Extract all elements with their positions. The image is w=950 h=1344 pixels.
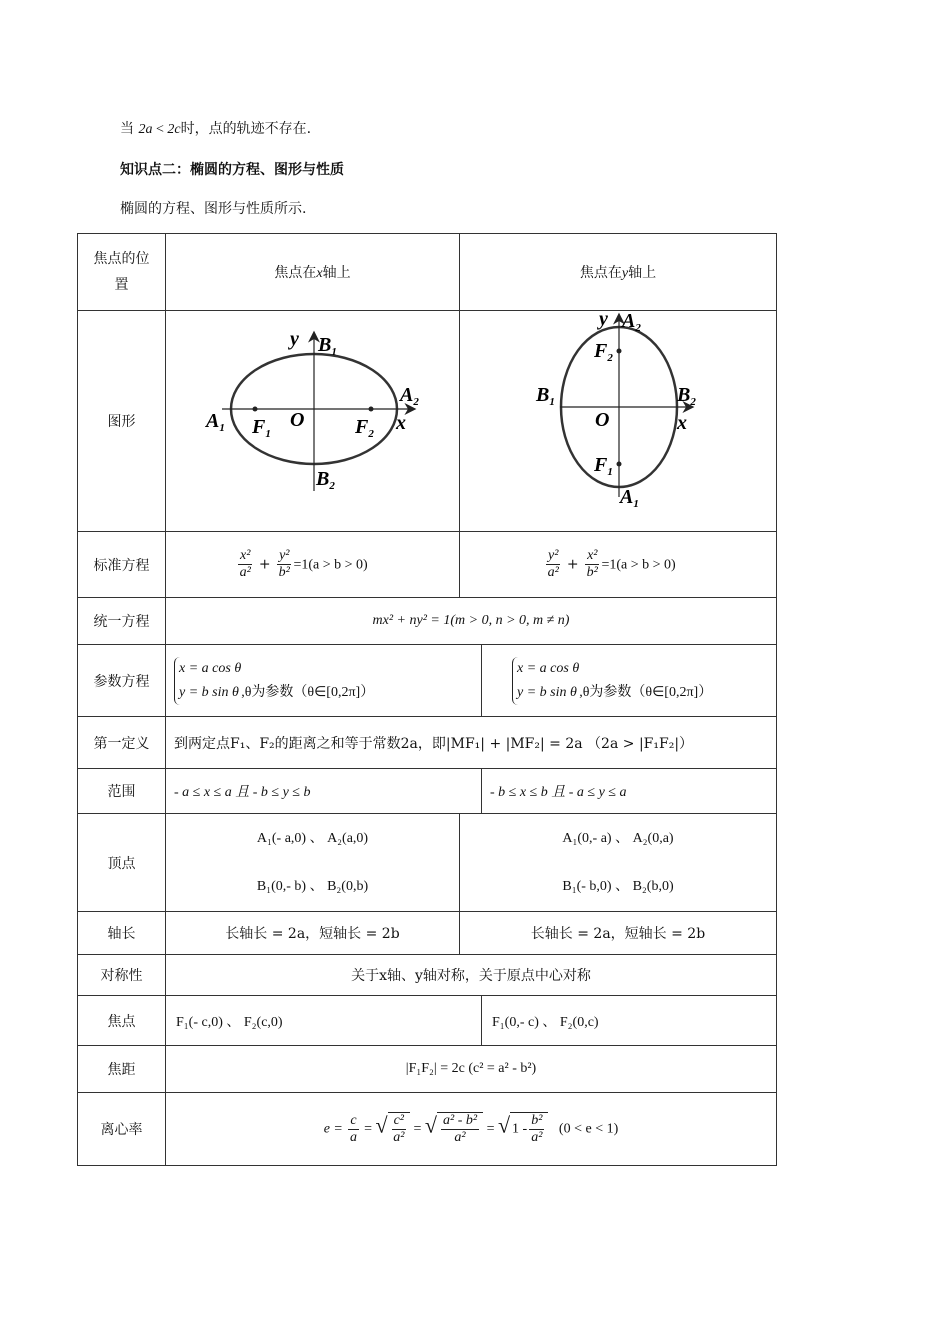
label-a1: $A_1$ [206, 410, 225, 434]
frac-a2b2-a2 [441, 1113, 479, 1146]
vertices-y [460, 814, 777, 912]
label-parametric-equation: 参数方程 [78, 645, 166, 717]
frac-num: y² [548, 548, 559, 563]
row-figure [78, 311, 777, 532]
label-axis-length: 轴长 [78, 912, 166, 955]
frac-den: a² [393, 1130, 405, 1145]
header-y-prefix: 焦点在 [579, 265, 622, 281]
unified-eq: mx² + ny² = 1(m > 0, n > 0, m ≠ n) [166, 598, 777, 645]
vertices-a: A₁(0,- a) 、 A₂(0,a) [562, 830, 674, 846]
intro-line-1-prefix: 当 [120, 121, 134, 137]
label-vertices: 顶点 [78, 814, 166, 912]
label-b1: $B_1$ [536, 384, 555, 408]
row-parametric-equation [78, 645, 777, 717]
row-eccentricity [78, 1093, 777, 1166]
row-axis-length [78, 912, 777, 955]
focus-y: F₁(0,- c) 、 F₂(0,c) [482, 996, 777, 1046]
vertices-b: B₁(0,- b) 、 B₂(0,b) [256, 878, 369, 894]
frac-num: b² [531, 1113, 543, 1128]
label-focal-distance: 焦距 [78, 1046, 166, 1093]
param-line-1: x = a cos θ [517, 660, 580, 676]
standard-eq-y: $\frac{\text{y²}}{\text{a²}}$ + $\frac{\text{x²}}{\text{b²}}$ =1(a > b > 0) [460, 532, 777, 598]
focus-f2-point [617, 349, 622, 354]
range-y: - b ≤ x ≤ b 且 - a ≤ y ≤ a [482, 769, 777, 814]
label-standard-equation: 标准方程 [78, 532, 166, 598]
ellipse-table [77, 233, 777, 1166]
figure-vertical-ellipse [460, 311, 777, 532]
row-standard-equation [78, 532, 777, 598]
horizontal-ellipse-diagram [166, 311, 460, 527]
focus-f1-point [253, 407, 258, 412]
label-unified-equation: 统一方程 [78, 598, 166, 645]
focus-f2-point [369, 407, 374, 412]
axis-length-y: 长轴长 = 2a，短轴长 = 2b [460, 912, 777, 955]
intro-line-2: 椭圆的方程、图形与性质所示. [120, 201, 307, 217]
rhs: =1(a > b > 0) [601, 557, 676, 573]
param-eq-y [482, 645, 777, 717]
section-heading: 知识点二：椭圆的方程、图形与性质 [120, 162, 344, 178]
frac-den: a² [531, 1130, 543, 1145]
frac-num: a² - b² [443, 1113, 478, 1128]
label-b2: $B_2$ [677, 384, 696, 408]
header-x-axis [166, 234, 460, 311]
label-symmetry: 对称性 [78, 955, 166, 996]
frac-num: x² [240, 548, 251, 563]
frac-2 [277, 548, 291, 581]
header-y-suffix: 轴上 [628, 265, 657, 281]
frac-c-a [348, 1113, 358, 1146]
label-b2: $B_2$ [316, 468, 335, 492]
param-line-1: x = a cos θ [179, 660, 242, 676]
label-focus-position [78, 234, 166, 311]
header-x-suffix: 轴上 [322, 265, 351, 281]
param-line-2: y = b sin θ [179, 684, 239, 700]
frac-1 [238, 548, 252, 581]
intro-line-1-suffix: 时，点的轨迹不存在. [180, 121, 312, 137]
label-a2: $A_2$ [622, 311, 641, 334]
label-x: x [677, 412, 687, 434]
label-f2: $F_2$ [594, 340, 613, 364]
rhs: =1(a > b > 0) [293, 557, 368, 573]
label-a2: $A_2$ [400, 384, 419, 408]
label-f2: $F_2$ [355, 416, 374, 440]
sqrt-3-prefix: 1 - [512, 1121, 528, 1137]
frac-den: a [350, 1130, 357, 1145]
label-y: y [290, 328, 299, 350]
cond-2c: 2c [167, 122, 181, 137]
label-figure: 图形 [78, 311, 166, 532]
label-origin: O [595, 409, 610, 431]
frac-b2-a2 [529, 1113, 544, 1146]
sqrt-1 [388, 1112, 410, 1146]
label-x: x [396, 412, 406, 434]
label-a1: $A_1$ [620, 486, 639, 510]
param-eq-x [166, 645, 482, 717]
row-vertices [78, 814, 777, 912]
param-brace [512, 657, 579, 705]
frac-num: x² [587, 548, 598, 563]
label-origin: O [290, 409, 305, 431]
symmetry-text: 关于x轴、y轴对称，关于原点中心对称 [166, 955, 777, 996]
row-range [78, 769, 777, 814]
label-focus-position-line2: 置 [114, 277, 129, 293]
vertical-ellipse-diagram [460, 311, 776, 527]
sqrt-3 [510, 1112, 548, 1146]
frac-den: b² [278, 565, 290, 580]
param-brace [174, 657, 241, 705]
header-x-var: x [316, 266, 323, 281]
intro-line-1 [120, 118, 311, 138]
focus-x: F₁(- c,0) 、 F₂(c,0) [166, 996, 482, 1046]
frac-den: b² [586, 565, 598, 580]
label-focus-position-line1: 焦点的位 [93, 251, 150, 267]
label-focus: 焦点 [78, 996, 166, 1046]
frac-num: c [350, 1113, 357, 1128]
header-x-prefix: 焦点在 [274, 265, 317, 281]
label-eccentricity: 离心率 [78, 1093, 166, 1166]
sqrt-2 [437, 1112, 483, 1146]
ecc-range: (0 < e < 1) [558, 1121, 619, 1137]
param-line-2: y = b sin θ [517, 684, 577, 700]
header-y-var: y [621, 266, 629, 281]
focus-f1-point [617, 462, 622, 467]
eccentricity-formula: e = $\frac{c}{a}$ = √ $\frac{\text{c²}}{\text{a²}}$ = √ $\frac{\text{a² - b²}}{\text{a²}}$ = √ 1 - $\frac{\text{b²}}{\text{a²}}$ (0 < e < 1) [166, 1093, 777, 1166]
row-symmetry [78, 955, 777, 996]
figure-horizontal-ellipse [166, 311, 460, 532]
row-focal-distance [78, 1046, 777, 1093]
frac-den: a² [239, 565, 251, 580]
frac-den: a² [547, 565, 559, 580]
label-y: y [599, 311, 608, 330]
param-tail: ,θ为参数（θ∈[0,2π]） [579, 684, 713, 700]
range-x: - a ≤ x ≤ a 且 - b ≤ y ≤ b [166, 769, 482, 814]
label-f1: $F_1$ [252, 416, 271, 440]
vertices-a: A₁(- a,0) 、 A₂(a,0) [256, 830, 369, 846]
frac-2 [585, 548, 599, 581]
frac-1 [546, 548, 560, 581]
row-header [78, 234, 777, 311]
label-f1: $F_1$ [594, 454, 613, 478]
frac-num: y² [279, 548, 290, 563]
cond-lt: < [152, 122, 168, 137]
vertices-b: B₁(- b,0) 、 B₂(b,0) [562, 878, 674, 894]
cond-2a: 2a [138, 122, 153, 137]
ecc-e: e = [323, 1121, 343, 1137]
frac-den: a² [454, 1130, 466, 1145]
label-range: 范围 [78, 769, 166, 814]
first-definition-text: 到两定点F₁、F₂的距离之和等于常数2a，即|MF₁| + |MF₂| = 2a （2a > |F₁F₂|） [166, 717, 777, 769]
row-first-definition [78, 717, 777, 769]
param-tail: ,θ为参数（θ∈[0,2π]） [241, 684, 375, 700]
label-b1: $B_1$ [318, 334, 337, 358]
axis-length-x: 长轴长 = 2a，短轴长 = 2b [166, 912, 460, 955]
label-first-definition: 第一定义 [78, 717, 166, 769]
row-unified-equation [78, 598, 777, 645]
header-y-axis [460, 234, 777, 311]
standard-eq-x: $\frac{\text{x²}}{\text{a²}}$ + $\frac{\text{y²}}{\text{b²}}$ =1(a > b > 0) [166, 532, 460, 598]
frac-c2-a2 [392, 1113, 406, 1146]
focal-distance-text: |F₁F₂| = 2c (c² = a² - b²) [166, 1046, 777, 1093]
frac-num: c² [393, 1113, 405, 1128]
vertices-x [166, 814, 460, 912]
row-focus [78, 996, 777, 1046]
